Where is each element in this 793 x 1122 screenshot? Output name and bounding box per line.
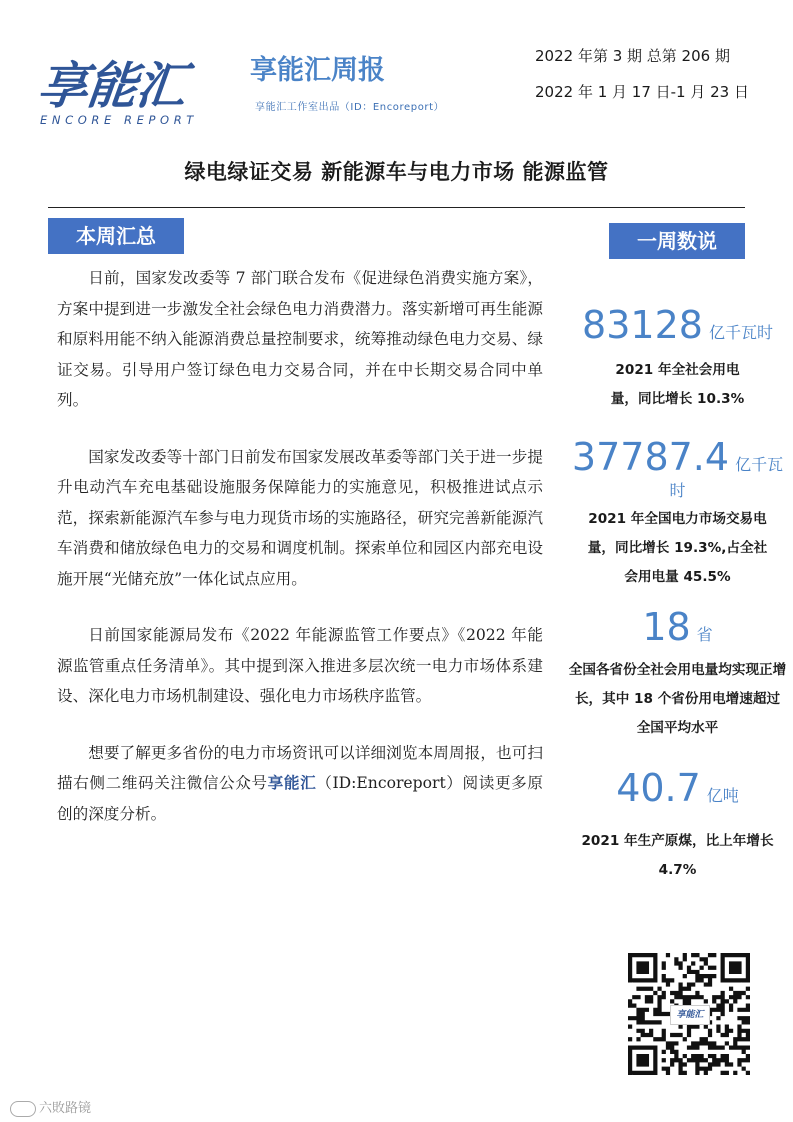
summary-paragraph: 日前，国家发改委等 7 部门联合发布《促进绿色消费实施方案》，方案中提到进一步激发全社会绿色电力消费潜力。落实新增可再生能源和原料用能不纳入能源消费总量控制要求，统筹推动绿色电力交易、绿证交易。引导用户签订绿色电力交易合同，并在中长期交易合同中单列。 xyxy=(57,269,543,409)
qr-logo-badge: 享能汇 xyxy=(670,1005,710,1025)
summary-body xyxy=(57,263,543,855)
watermark-icon xyxy=(10,1101,36,1117)
closing-paragraph xyxy=(57,738,543,830)
date-range: 2022 年 1 月 17 日-1 月 23 日 xyxy=(535,83,749,101)
section-label-summary: 本周汇总 xyxy=(48,218,184,254)
stat-block xyxy=(565,767,790,885)
page-headline: 绿电绿证交易 新能源车与电力市场 能源监管 xyxy=(184,160,609,184)
section-label-weekly-data: 一周数说 xyxy=(609,223,745,259)
wechat-qr-code[interactable] xyxy=(628,953,750,1075)
brand-logo xyxy=(34,57,223,128)
logo-text: 享能汇 xyxy=(34,57,189,115)
watermark xyxy=(10,1097,91,1117)
stat-block xyxy=(565,436,790,592)
stat-unit: 亿千瓦时 xyxy=(708,323,773,342)
stat-unit: 省 xyxy=(696,625,713,644)
stat-block xyxy=(565,304,790,414)
stat-description: 2021 年全国电力市场交易电量，同比增长 19.3%,占全社会用电量 45.5% xyxy=(587,511,768,585)
summary-paragraph: 日前国家能源局发布《2022 年能源监管工作要点》《2022 年能源监管重点任务清单》。其中提到深入推进多层次统一电力市场体系建设、深化电力市场机制建设、强化电力市场秩序监管。 xyxy=(57,626,543,705)
wechat-account-name: 享能汇 xyxy=(267,774,317,792)
stat-value: 37787.4 xyxy=(571,435,730,479)
logo-subtitle: ENCORE REPORT xyxy=(40,113,198,127)
stat-description: 全国各省份全社会用电量均实现正增长，其中 18 个省份用电增速超过全国平均水平 xyxy=(568,662,787,736)
closing-text: 想要了解更多省份的电力市场资讯可以详细浏览本周周报，也可扫描右侧二维码关注微信公众号 xyxy=(57,743,543,792)
watermark-text: 六敗路镜 xyxy=(39,1101,92,1116)
summary-paragraph: 国家发改委等十部门日前发布国家发展改革委等部门关于进一步提升电动汽车充电基础设施服务保障能力的实施意见，积极推进试点示范，探索新能源汽车参与电力现货市场的实施路径，研究完善新能源汽车消费和储放绿色电力的交易和调度机制。探索单位和园区内部充电设施开展“光储充放”一体化试点应用。 xyxy=(57,447,543,588)
stat-value: 18 xyxy=(642,605,691,649)
issue-number: 2022 年第 3 期 总第 206 期 xyxy=(535,47,730,65)
stat-value: 83128 xyxy=(582,303,703,347)
stat-unit: 亿千瓦时 xyxy=(669,455,784,500)
stat-unit: 亿吨 xyxy=(706,786,739,805)
stat-description: 2021 年生产原煤，比上年增长 4.7% xyxy=(581,833,774,878)
stat-description: 2021 年全社会用电量，同比增长 10.3% xyxy=(610,362,745,407)
header-divider xyxy=(48,207,745,208)
stat-value: 40.7 xyxy=(616,766,701,810)
brand-title: 享能汇周报 xyxy=(250,55,385,86)
brand-subtitle: 享能汇工作室出品（ID：Encoreport） xyxy=(255,102,445,113)
stat-block xyxy=(565,606,790,743)
closing-text-end: （ID:Encoreport）阅读更多原创的深度分析。 xyxy=(57,774,543,823)
